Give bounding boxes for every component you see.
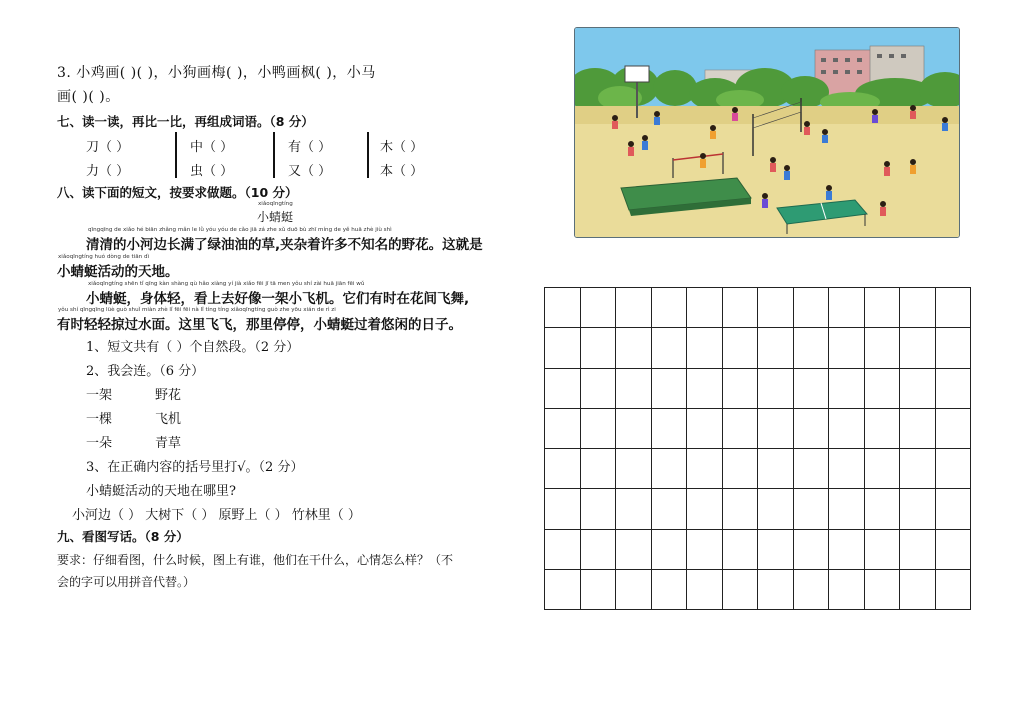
grid-cell[interactable]	[616, 449, 652, 489]
grid-cell[interactable]	[935, 368, 971, 408]
grid-cell[interactable]	[722, 449, 758, 489]
grid-cell[interactable]	[935, 570, 971, 610]
match-left-item: 一架	[86, 388, 113, 403]
grid-cell[interactable]	[722, 570, 758, 610]
grid-cell[interactable]	[687, 288, 723, 328]
requirement-line2: 会的字可以用拼音代替。）	[57, 575, 196, 589]
match-left-item: 一朵	[86, 436, 113, 451]
compare-bottom-3: 又（ ）	[288, 164, 332, 179]
grid-cell[interactable]	[864, 529, 900, 569]
grid-cell[interactable]	[722, 408, 758, 448]
grid-cell[interactable]	[793, 368, 829, 408]
grid-cell[interactable]	[616, 368, 652, 408]
grid-cell[interactable]	[545, 529, 581, 569]
grid-cell[interactable]	[651, 328, 687, 368]
grid-cell[interactable]	[651, 449, 687, 489]
grid-cell[interactable]	[580, 328, 616, 368]
grid-cell[interactable]	[900, 408, 936, 448]
grid-cell[interactable]	[651, 489, 687, 529]
grid-cell[interactable]	[864, 288, 900, 328]
grid-row	[545, 288, 971, 328]
grid-cell[interactable]	[687, 368, 723, 408]
story-title-pinyin: xiǎoqīngtíng	[258, 201, 293, 207]
grid-row	[545, 408, 971, 448]
grid-cell[interactable]	[864, 489, 900, 529]
grid-cell[interactable]	[580, 408, 616, 448]
grid-cell[interactable]	[829, 570, 865, 610]
grid-cell[interactable]	[900, 449, 936, 489]
grid-cell[interactable]	[722, 328, 758, 368]
compare-top-3: 有（ ）	[288, 140, 332, 155]
grid-cell[interactable]	[651, 288, 687, 328]
grid-cell[interactable]	[722, 368, 758, 408]
grid-cell[interactable]	[580, 570, 616, 610]
section9-title: 九、看图写话。（8 分）	[57, 529, 189, 544]
question-1: 1、短文共有（ ）个自然段。（2 分）	[86, 340, 300, 355]
grid-cell[interactable]	[900, 288, 936, 328]
grid-cell[interactable]	[900, 529, 936, 569]
grid-cell[interactable]	[651, 368, 687, 408]
grid-cell[interactable]	[758, 529, 794, 569]
grid-cell[interactable]	[687, 449, 723, 489]
grid-cell[interactable]	[829, 529, 865, 569]
grid-cell[interactable]	[793, 408, 829, 448]
divider	[175, 132, 177, 178]
question-3: 3、在正确内容的括号里打√。（2 分）	[86, 460, 304, 475]
grid-cell[interactable]	[651, 529, 687, 569]
divider	[273, 132, 275, 178]
match-left-item: 一棵	[86, 412, 113, 427]
question-2: 2、我会连。（6 分）	[86, 364, 205, 379]
grid-cell[interactable]	[829, 408, 865, 448]
grid-cell[interactable]	[722, 489, 758, 529]
grid-cell[interactable]	[864, 368, 900, 408]
grid-cell[interactable]	[935, 328, 971, 368]
story-title: 小蜻蜓	[257, 210, 294, 224]
writing-grid	[544, 287, 971, 610]
compare-top-4: 木（ ）	[380, 140, 424, 155]
grid-row	[545, 489, 971, 529]
grid-row	[545, 449, 971, 489]
grid-cell[interactable]	[616, 489, 652, 529]
grid-cell[interactable]	[758, 368, 794, 408]
grid-cell[interactable]	[580, 288, 616, 328]
match-right-item: 野花	[155, 388, 182, 403]
match-right-item: 青草	[155, 436, 182, 451]
grid-cell[interactable]	[545, 408, 581, 448]
grid-cell[interactable]	[900, 489, 936, 529]
compare-bottom-2: 虫（ ）	[190, 164, 234, 179]
grid-cell[interactable]	[829, 328, 865, 368]
question-3-prompt: 小蜻蜓活动的天地在哪里?	[86, 484, 236, 499]
playground-scene-svg	[575, 28, 959, 237]
grid-cell[interactable]	[758, 408, 794, 448]
grid-cell[interactable]	[687, 570, 723, 610]
paragraph2-line1: 小蜻蜓，身体轻，看上去好像一架小飞机。它们有时在花间飞舞,	[86, 291, 470, 307]
grid-cell[interactable]	[793, 570, 829, 610]
grid-cell[interactable]	[722, 529, 758, 569]
pinyin-line: qīngqīng de xiǎo hé biān zhǎng mǎn le lǜ yóu yóu de cǎo jiā zá zhe xǔ duō bù zhī míng de yě huā zhè jiù shì	[88, 227, 392, 233]
compare-bottom-1: 力（ ）	[86, 164, 130, 179]
grid-cell[interactable]	[687, 529, 723, 569]
grid-cell[interactable]	[864, 570, 900, 610]
section8-title: 八、读下面的短文，按要求做题。（10 分）	[57, 185, 298, 200]
grid-cell[interactable]	[829, 368, 865, 408]
pinyin-line: yǒu shí qīngqīng lüè guò shuǐ miàn zhè lǐ fēi fēi nà lǐ tíng tíng xiǎoqīngtíng guò zhe yōu xián de rì zi	[58, 307, 336, 313]
pinyin-line: xiǎoqīngtíng huó dòng de tiān dì	[58, 254, 150, 260]
grid-cell[interactable]	[687, 328, 723, 368]
grid-cell[interactable]	[758, 570, 794, 610]
grid-cell[interactable]	[935, 449, 971, 489]
grid-cell[interactable]	[722, 288, 758, 328]
paragraph2-line2: 有时轻轻掠过水面。这里飞飞，那里停停，小蜻蜓过着悠闲的日子。	[57, 317, 462, 333]
grid-cell[interactable]	[793, 328, 829, 368]
grid-cell[interactable]	[935, 489, 971, 529]
grid-cell[interactable]	[758, 288, 794, 328]
grid-row	[545, 570, 971, 610]
compare-top-1: 刀（ ）	[86, 140, 130, 155]
grid-cell[interactable]	[793, 489, 829, 529]
grid-cell[interactable]	[793, 449, 829, 489]
grid-cell[interactable]	[758, 328, 794, 368]
compare-top-2: 中（ ）	[190, 140, 234, 155]
grid-cell[interactable]	[829, 489, 865, 529]
grid-cell[interactable]	[651, 408, 687, 448]
grid-cell[interactable]	[758, 449, 794, 489]
grid-cell[interactable]	[900, 570, 936, 610]
section7-title: 七、读一读，再比一比，再组成词语。（8 分）	[57, 114, 314, 129]
compare-bottom-4: 本（ ）	[380, 164, 424, 179]
grid-cell[interactable]	[545, 489, 581, 529]
grid-cell[interactable]	[687, 408, 723, 448]
grid-cell[interactable]	[616, 529, 652, 569]
grid-cell[interactable]	[900, 328, 936, 368]
q3-line2: 画( )( )。	[57, 89, 120, 105]
grid-row	[545, 368, 971, 408]
pinyin-line: xiǎoqīngtíng shēn tǐ qīng kàn shàng qù hǎo xiàng yí jià xiǎo fēi jī tā men yǒu shí zài huā jiān fēi wǔ	[88, 281, 365, 287]
grid-cell[interactable]	[935, 288, 971, 328]
grid-cell[interactable]	[580, 529, 616, 569]
grid-cell[interactable]	[829, 449, 865, 489]
grid-cell[interactable]	[616, 328, 652, 368]
grid-cell[interactable]	[580, 449, 616, 489]
grid-cell[interactable]	[545, 288, 581, 328]
grid-cell[interactable]	[793, 529, 829, 569]
grid-row	[545, 328, 971, 368]
grid-cell[interactable]	[580, 489, 616, 529]
grid-cell[interactable]	[864, 408, 900, 448]
grid-cell[interactable]	[935, 529, 971, 569]
grid-cell[interactable]	[616, 408, 652, 448]
grid-cell[interactable]	[545, 570, 581, 610]
grid-cell[interactable]	[580, 368, 616, 408]
grid-cell[interactable]	[545, 368, 581, 408]
match-right-item: 飞机	[155, 412, 182, 427]
grid-cell[interactable]	[900, 368, 936, 408]
paragraph1-line2: 小蜻蜓活动的天地。	[57, 264, 179, 280]
grid-cell[interactable]	[829, 288, 865, 328]
divider	[367, 132, 369, 178]
grid-cell[interactable]	[793, 288, 829, 328]
grid-cell[interactable]	[864, 328, 900, 368]
q3-line1: 3. 小鸡画( )( )，小狗画梅( )，小鸭画枫( )，小马	[57, 65, 376, 81]
grid-cell[interactable]	[758, 489, 794, 529]
grid-cell[interactable]	[616, 288, 652, 328]
paragraph1-line1: 清清的小河边长满了绿油油的草,夹杂着许多不知名的野花。这就是	[86, 237, 483, 253]
grid-cell[interactable]	[687, 489, 723, 529]
playground-illustration	[574, 27, 960, 238]
grid-cell[interactable]	[864, 449, 900, 489]
requirement-line1: 要求：仔细看图，什么时候，图上有谁，他们在干什么，心情怎么样？（不	[57, 553, 454, 567]
grid-cell[interactable]	[935, 408, 971, 448]
grid-cell[interactable]	[545, 328, 581, 368]
grid-cell[interactable]	[545, 449, 581, 489]
grid-cell[interactable]	[651, 570, 687, 610]
grid-cell[interactable]	[616, 570, 652, 610]
question-3-options: 小河边（ ） 大树下（ ） 原野上（ ） 竹林里（ ）	[72, 508, 361, 523]
grid-row	[545, 529, 971, 569]
